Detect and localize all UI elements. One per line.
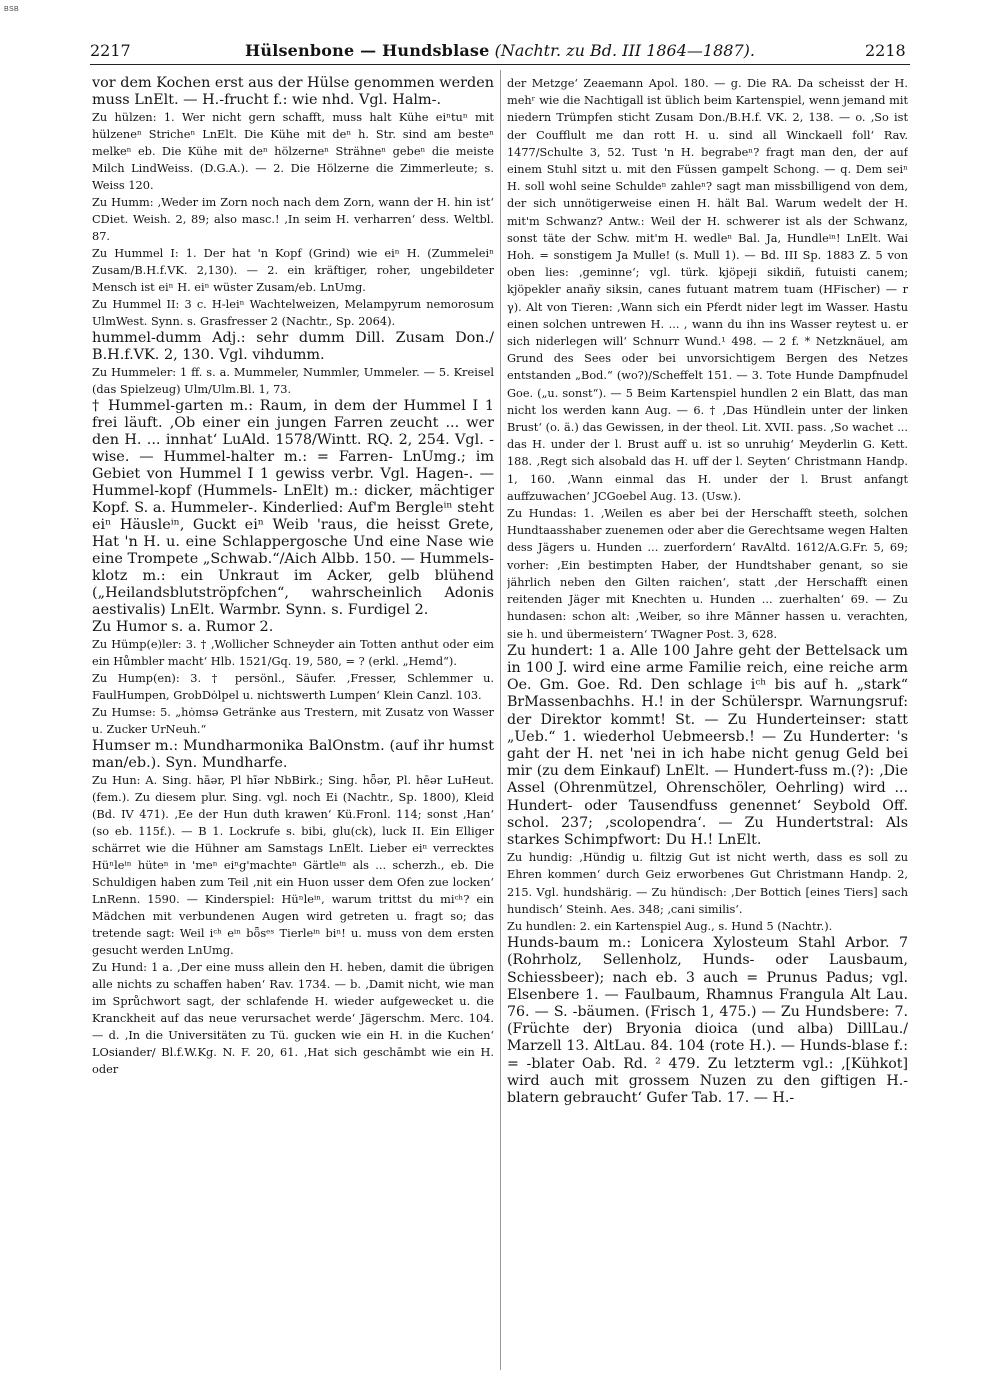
entry-paragraph: Zu hundert: 1 a. Alle 100 Jahre geht der Bettelsack um in 100 J. wird eine arme Familie reich, eine reiche arm Oe. Gm. Goe. Rd. Den schlage iᶜʰ bis auf h. „stark“ BrMassenbachhs. H.! in der Schülerspr. Warnungsruf: der Direktor kommt! St. — Zu Hunderteinser: statt „Ueb.“ 1. wiederhol Uebmeersb.! — Zu Hunderter: 's gaht der H. net 'nei in ich habe nicht genug Geld bei mir (zu dem Einkauf) LnElt. — Hundert-fuss m.(?): ‚Die Assel (Ohrenmützel, Ohrenschöler, Oehrling) wird ... Hundert- oder Tausendfuss genennet‘ Seybold Off. schol. 237; ‚scolopendra‘. — Zu Hundertstral: Als starkes Schimpfwort: Du H.! LnElt.	[507, 642, 908, 848]
entry-paragraph: Humser m.: Mundharmonika BalOnstm. (auf ihr humst man/eb.). Syn. Mundharfe.	[92, 738, 494, 771]
running-title-sub: (Nachtr. zu Bd. III 1864—1887).	[494, 41, 755, 60]
entry-paragraph: Zu hundlen: 2. ein Kartenspiel Aug., s. Hund 5 (Nachtr.).	[507, 919, 833, 933]
entry-paragraph: Zu Hund: 1 a. ‚Der eine muss allein den H. heben, damit die übrigen alle nichts zu schaffen haben‘ Rav. 1734. — b. ‚Damit nicht, wie man im Sprůchwort sagt, der schlafende H. wieder aufgewecket u. die Kranckheit auf das neue verursachet werde‘ Jägerschm. Merc. 104. — d. ‚In die Universitäten zu Tü. gucken wie ein H. in die Kuchen‘ LOsiander/ Bl.f.W.Kg. N. F. 20, 61. ‚Hat sich geschāmbt wie ein H. oder	[92, 960, 494, 1076]
library-stamp: BSB	[4, 6, 19, 13]
entry-paragraph: Zu Hump(en): 3. † persönl., Säufer. ‚Fresser, Schlemmer u. FaulHumpen, GrobDȯlpel u. nichtswerth Lumpen‘ Klein Canzl. 103.	[92, 671, 494, 702]
page-header	[0, 0, 1000, 60]
entry-paragraph: Zu Hun: A. Sing. hāər, Pl hīər NbBirk.; Sing. hȫər, Pl. hēər LuHeut. (fem.). Zu diesem plur. Sing. vgl. noch Ei (Nachtr., Sp. 1800), Kleid (Bd. IV 471). ‚Ee der Hun duth krawen‘ Kü.Fronl. 114; sonst ‚Han‘ (so eb. 115f.). — B 1. Lockrufe s. bibi, glu(ck), luck II. Ein Elliger schärret wie die Hühner am Samstags LnElt. Lieber eiⁿ verrecktes Hüⁿleⁱⁿ hüteⁿ in 'meⁿ eiⁿg'machteⁿ Gärtleⁱⁿ als ... scherzh., eb. Die Schuldigen haben zum Teil ‚nit ein Huon usser dem Ofen zue locken‘ LnRenn. 1590. — Kinderspiel: Hüⁿleⁱⁿ, warum trittst du miᶜʰ? ein Mädchen mit verbundenen Augen wird getreten u. fragt so; das tretende sagt: Weil iᶜʰ eⁱⁿ bȫsᵉˢ Tierleⁱⁿ biⁿ! u. muss von dem ersten gesucht werden LnUmg.	[92, 773, 494, 957]
entry-paragraph: Zu Humse: 5. „hȯmsə Getränke aus Trestern, mit Zusatz von Wasser u. Zucker UrNeuh.“	[92, 705, 494, 736]
page-number-right: 2218	[865, 41, 906, 60]
entry-paragraph: Zu hülzen: 1. Wer nicht gern schafft, muss halt Kühe eiⁿtuⁿ mit hülzeneⁿ Stricheⁿ LnElt. Die Kühe mit deⁿ h. Str. sind am besteⁿ melkeⁿ eb. Die Kühe mit deⁿ hölzerneⁿ Strähneⁿ gebeⁿ die meiste Milch LindWeiss. (D.G.A.). — 2. Die Hölzerne die Zimmerleute; s. Weiss 120.	[92, 110, 494, 192]
page-number-left: 2217	[90, 41, 131, 60]
entry-paragraph: Hunds-baum m.: Lonicera Xylosteum Stahl Arbor. 7 (Rohrholz, Sellenholz, Hunds- oder Lausbaum, Schiessbeer); nach eb. 3 auch = Prunus Padus; vgl. Elsenbere 1. — Faulbaum, Rhamnus Frangula Alt Lau. 76. — S. -bäumen. (Frisch 1, 475.) — Zu Hundsbere: 7. (Früchte der) Bryonia dioica (und alba) DillLau./ Marzell 13. AltLau. 84. 104 (rote H.). — Hunds-blase f.: = -blater Oab. Rd. ² 479. Zu letzterm vgl.: ‚[Kühkot] wird auch mit grossem Nuzen zu den giftigen H.-blatern gebraucht‘ Gufer Tab. 17. — H.-	[507, 935, 908, 1106]
entry-paragraph: † Hummel-garten m.: Raum, in dem der Hummel I 1 frei läuft. ‚Ob einer ein jungen Farren zeucht ... wer den H. ... innhat‘ LuAld. 1578/Wintt. RQ. 2, 254. Vgl. -wise. — Hummel-halter m.: = Farren- LnUmg.; im Gebiet von Hummel I 1 gewiss verbr. Vgl. Hagen-. — Hummel-kopf (Hummels- LnElt) m.: dicker, mächtiger Kopf. S. a. Hummeler-. Kinderlied: Auf'm Bergleⁱⁿ steht eiⁿ Häusleⁱⁿ, Guckt eiⁿ Weib 'raus, die heisst Grete, Hat 'n H. u. eine Schlappergosche Und eine Nase wie eine Trompete „Schwab.“/Aich Albb. 150. — Hummels-klotz m.: ein Unkraut im Acker, gelb blühend („Heilandsblutströpfchen“, wahrscheinlich Adonis aestivalis) LnElt. Warmbr. Synn. s. Furdigel 2.	[92, 398, 494, 618]
entry-paragraph: der Metzge‘ Zeaemann Apol. 180. — g. Die RA. Da scheisst der H. mehʳ wie die Nachtigall ist üblich beim Kartenspiel, wenn jemand mit niedern Trümpfen sticht Zusam Don./B.H.f. VK. 2, 138. — o. ‚So ist der Coufflult me dan rott H. u. sind all Winckaell foll‘ Rav. 1477/Schulte 3, 52. Tust 'n H. begrabeⁿ? fragt man den, der auf einem Stuhl sitzt u. mit den Füssen gampelt Schong. — q. Dem seiⁿ H. soll wohl seine Schuldeⁿ zahleⁿ? sagt man missbilligend von dem, der sich unnötigerweise einen H. hält Bal. Warum wedelt der H. mit'm Schwanz? Antw.: Weil der H. schwerer ist als der Schwanz, sonst täte der Schw. mit'm H. wedleⁿ Bal. Ja, Hundleⁱⁿ! LnElt. Wai Hoh. = sonstigem Ja Mulle! (s. Mull 1). — Bd. III Sp. 1883 Z. 5 von oben lies: ‚geminne‘; vgl. türk. kjöpeji sikdiñ, futuisti canem; kjöpekler anañy siksin, canes futuant matrem tuam (HFischer) — r γ). Alt von Tieren: ‚Wann sich ein Pferdt nider legt im Wasser. Hastu einen solchen untrewen H. ... , wann du ihn ins Wasser reytest u. er sich niderlegen will‘ Schnurr Wund.¹ 498. — 2 f. * Netzknäuel, am Grund des Sees oder bei unvorsichtigem Bergen des Netzes entstanden „Bod.“ (wo?)/Scheffelt 151. — 3. Tote Hunde Dampfnudel Goe. („u. sonst“). — 5 Beim Kartenspiel hundlen 2 ein Blatt, das man nicht los werden kann Aug. — 6. † ‚Das Hündlein unter der linken Brust‘ (o. ä.) das Gewissen, in der theol. Lit. XVII. pass. ‚So wachet ... das H. under der l. Brust auff u. ist so unruhig‘ Meyderlin G. Kett. 188. ‚Regt sich alsobald das H. uff der l. Seyten‘ Christmann Handp. 1, 160. ‚Wann einmal das H. under der l. Brust anfangt auffzuwachen‘ JCGoebel Aug. 13. (Usw.).	[507, 77, 908, 503]
running-title	[0, 41, 1000, 60]
entry-paragraph: Zu Hummel I: 1. Der hat 'n Kopf (Grind) wie eiⁿ H. (Zummeleiⁿ Zusam/B.H.f.VK. 2,130). — 2. ein kräftiger, roher, ungebildeter Mensch ist eiⁿ H. eiⁿ wüster Zusam/eb. LnUmg.	[92, 246, 494, 294]
running-title-main: Hülsenbone — Hundsblase	[245, 41, 490, 60]
entry-paragraph: Zu hundig: ‚Hündig u. filtzig Gut ist nicht werth, dass es soll zu Ehren kommen‘ durch Geiz erworbenes Gut Christmann Handp. 2, 215. Vgl. hundshärig. — Zu hündisch: ‚Der Bottich [eines Tiers] sach hundisch‘ Steinh. Aes. 348; ‚cani similis‘.	[507, 851, 908, 916]
entry-paragraph: Zu Humm: ‚Weder im Zorn noch nach dem Zorn, wann der H. hin ist‘ CDiet. Weish. 2, 89; also masc.! ‚In seim H. verharren‘ dess. Weltbl. 87.	[92, 195, 494, 243]
entry-paragraph: vor dem Kochen erst aus der Hülse genommen werden muss LnElt. — H.-frucht f.: wie nhd. Vgl. Halm-.	[92, 75, 494, 108]
column-divider	[500, 70, 501, 1370]
entry-paragraph: Zu Hundas: 1. ‚Weilen es aber bei der Herschafft steeth, solchen Hundtaasshaber zuenemen oder aber die Gerechtsame wegen Halten dess Jägers u. Hunden ... zuerfordern‘ RavAltd. 1612/A.G.Fr. 5, 69; vorher: ‚Ein bestimpten Haber, der Hundtshaber genant, so sie jährlich neben den Gilten raichen‘, statt ‚der Herschafft einen reitenden Jäger mit Knechten u. Hunden ... zuerhalten‘ 69. — Zu hundasen: schon alt: ‚Weiber, so ihre Mānner hassen u. verachten, sie h. und übermeistern‘ TWagner Post. 3, 628.	[507, 507, 908, 641]
entry-paragraph: Zu Hümp(e)ler: 3. † ‚Wollicher Schneyder ain Totten anthut oder eim ein Hůmbler macht‘ Hlb. 1521/Gq. 19, 580, = ? (erkl. „Hemd“).	[92, 637, 494, 668]
entry-paragraph: Zu Humor s. a. Rumor 2.	[92, 619, 274, 635]
header-rule	[90, 64, 910, 65]
right-column	[507, 75, 908, 1375]
entry-paragraph: hummel-dumm Adj.: sehr dumm Dill. Zusam Don./ B.H.f.VK. 2, 130. Vgl. vihdumm.	[92, 330, 494, 363]
entry-paragraph: Zu Hummel II: 3 c. H-leiⁿ Wachtelweizen, Melampyrum nemorosum UlmWest. Synn. s. Grasfresser 2 (Nachtr., Sp. 2064).	[92, 297, 494, 328]
left-column	[92, 75, 494, 1375]
entry-paragraph: Zu Hummeler: 1 ff. s. a. Mummeler, Nummler, Ummeler. — 5. Kreisel (das Spielzeug) Ulm/Ulm.Bl. 1, 73.	[92, 365, 494, 396]
